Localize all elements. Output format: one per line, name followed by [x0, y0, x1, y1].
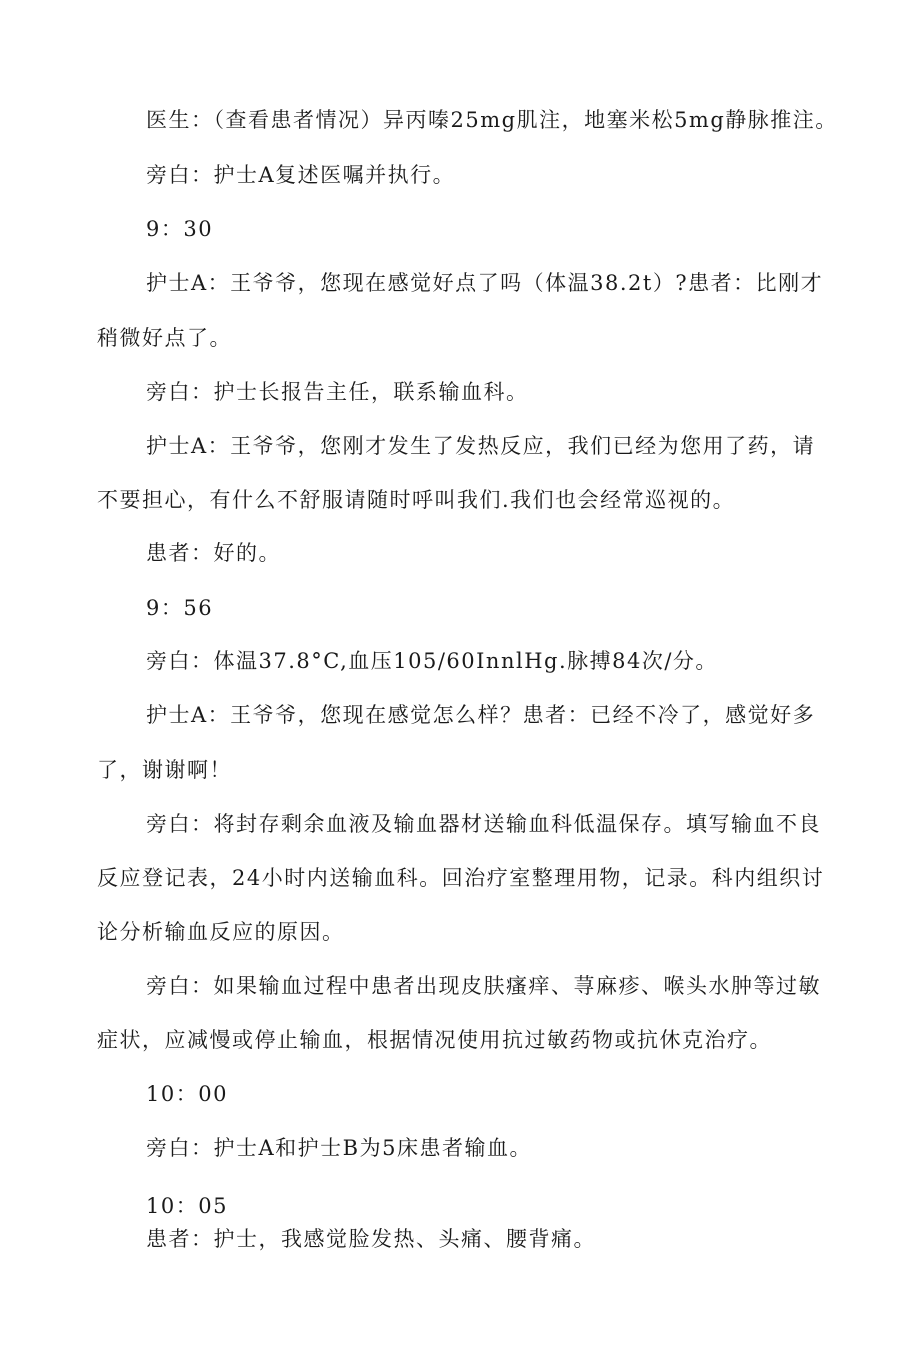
text-line: 护士A：王爷爷，您刚才发生了发热反应，我们已经为您用了药，请	[146, 434, 816, 458]
text-line: 患者：护士，我感觉脸发热、头痛、腰背痛。	[146, 1227, 596, 1251]
text-line: 症状，应减慢或停止输血，根据情况使用抗过敏药物或抗休克治疗。	[97, 1028, 772, 1052]
text-line: 护士A：王爷爷，您现在感觉好点了吗（体温38.2t）?患者：比刚才	[146, 271, 824, 295]
text-line: 论分析输血反应的原因。	[97, 920, 345, 944]
time-line: 9：56	[146, 596, 214, 620]
text-line: 旁白：护士长报告主任，联系输血科。	[146, 380, 529, 404]
text-line: 旁白：护士A复述医嘱并执行。	[146, 163, 456, 187]
time-line: 10：05	[146, 1194, 228, 1218]
text-line: 患者：好的。	[146, 541, 281, 565]
text-line: 了，谢谢啊！	[97, 758, 232, 782]
text-line: 稍微好点了。	[97, 326, 232, 350]
text-line: 医生：（查看患者情况）异丙嗪25mg肌注，地塞米松5mg静脉推注。	[146, 108, 838, 132]
time-line: 10：00	[146, 1082, 228, 1106]
text-line: 旁白：护士A和护士B为5床患者输血。	[146, 1136, 532, 1160]
text-line: 不要担心，有什么不舒服请随时呼叫我们.我们也会经常巡视的。	[97, 488, 736, 512]
text-line: 旁白：体温37.8°C,血压105/60InnlHg.脉搏84次/分。	[146, 649, 718, 673]
time-line: 9：30	[146, 217, 214, 241]
text-line: 旁白：将封存剩余血液及输血器材送输血科低温保存。填写输血不良	[146, 812, 821, 836]
text-line: 旁白：如果输血过程中患者出现皮肤瘙痒、荨麻疹、喉头水肿等过敏	[146, 974, 821, 998]
text-line: 护士A：王爷爷，您现在感觉怎么样？患者：已经不冷了，感觉好多	[146, 703, 816, 727]
text-line: 反应登记表，24小时内送输血科。回治疗室整理用物，记录。科内组织讨	[97, 866, 825, 890]
